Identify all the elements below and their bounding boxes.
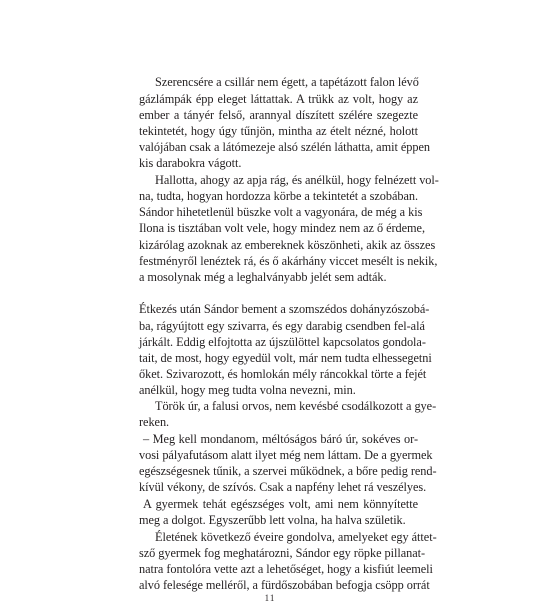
- text-line: egészségesnek tűnik, a szervei működnek, a bőre pedig rend-: [139, 464, 437, 478]
- text-line: sző gyermek fog meghatározni, Sándor egy röpke pillanat-: [139, 546, 426, 560]
- text-line: tekintetét, hogy úgy tűnjön, mintha az ételt nézné, holott: [139, 124, 418, 138]
- text-line: a mosolynak még a leghalványabb jelét sem adták.: [139, 270, 387, 284]
- text-line: járkált. Eddig elfojtotta az újszülöttel kapcsolatos gondola-: [139, 335, 426, 349]
- text-line: alvó felesége melléről, a fürdőszobában befogja csöpp orrát: [139, 578, 430, 592]
- text-line: – Meg kell mondanom, méltóságos báró úr, sokéves or-: [143, 432, 418, 446]
- text-line: Ilona is tisztában volt vele, hogy mindez nem az ő érdeme,: [139, 221, 425, 235]
- text-line: Hallotta, ahogy az apja rág, és anélkül, hogy felnézett vol-: [155, 173, 439, 187]
- page-number: 11: [264, 593, 276, 603]
- text-line: őket. Szivarozott, és homlokán mély ráncokkal törte a fejét: [139, 367, 427, 381]
- text-line: tait, de most, hogy egyedül volt, már nem tudta elhessegetni: [139, 351, 432, 365]
- text-line: anélkül, hogy meg tudta volna nevezni, min.: [139, 383, 356, 397]
- text-line: Étkezés után Sándor bement a szomszédos dohányzószobá-: [139, 302, 430, 316]
- text-line: gázlámpák épp eleget láttattak. A trükk az volt, hogy az: [139, 92, 418, 106]
- text-line: kis darabokra vágott.: [139, 156, 242, 170]
- text-line: Szerencsére a csillár nem égett, a tapétázott falon lévő: [155, 75, 419, 89]
- text-line: reken.: [139, 415, 170, 429]
- text-line: na, tudta, hogyan hordozza körbe a tekintetét a szobában.: [139, 189, 418, 203]
- text-line: vosi pályafutásom alatt ilyet még nem láttam. De a gyermek: [139, 448, 433, 462]
- text-line: natra fontolóra vette azt a lehetőséget, hogy a kisfiút leemeli: [139, 562, 433, 576]
- text-line: meg a dolgot. Egyszerűbb lett volna, ha halva születik.: [139, 513, 406, 527]
- text-line: valójában csak a látómezeje alsó szélén láthatta, amit éppen: [139, 140, 430, 154]
- text-line: Sándor hihetetlenül büszke volt a vagyonára, de még a kis: [139, 205, 423, 219]
- text-line: A gyermek tehát egészséges volt, ami nem könnyítette: [143, 497, 418, 511]
- text-line: ember a tányér felső, arannyal díszített szélére szegezte: [139, 108, 418, 122]
- text-line: Életének következő éveire gondolva, amelyeket egy áttet-: [155, 530, 437, 544]
- text-line: festményről lenéztek rá, és ő akárhány viccet mesélt is nekik,: [139, 254, 438, 268]
- text-line: Török úr, a falusi orvos, nem kevésbé csodálkozott a gye-: [155, 399, 437, 413]
- text-line: kizárólag azoknak az embereknek köszönheti, akik az összes: [139, 238, 436, 252]
- text-line: kívül vékony, de szívós. Csak a napfény lehet rá veszélyes.: [139, 480, 427, 494]
- text-line: ba, rágyújtott egy szivarra, és egy darabig csendben fel-alá: [139, 319, 425, 333]
